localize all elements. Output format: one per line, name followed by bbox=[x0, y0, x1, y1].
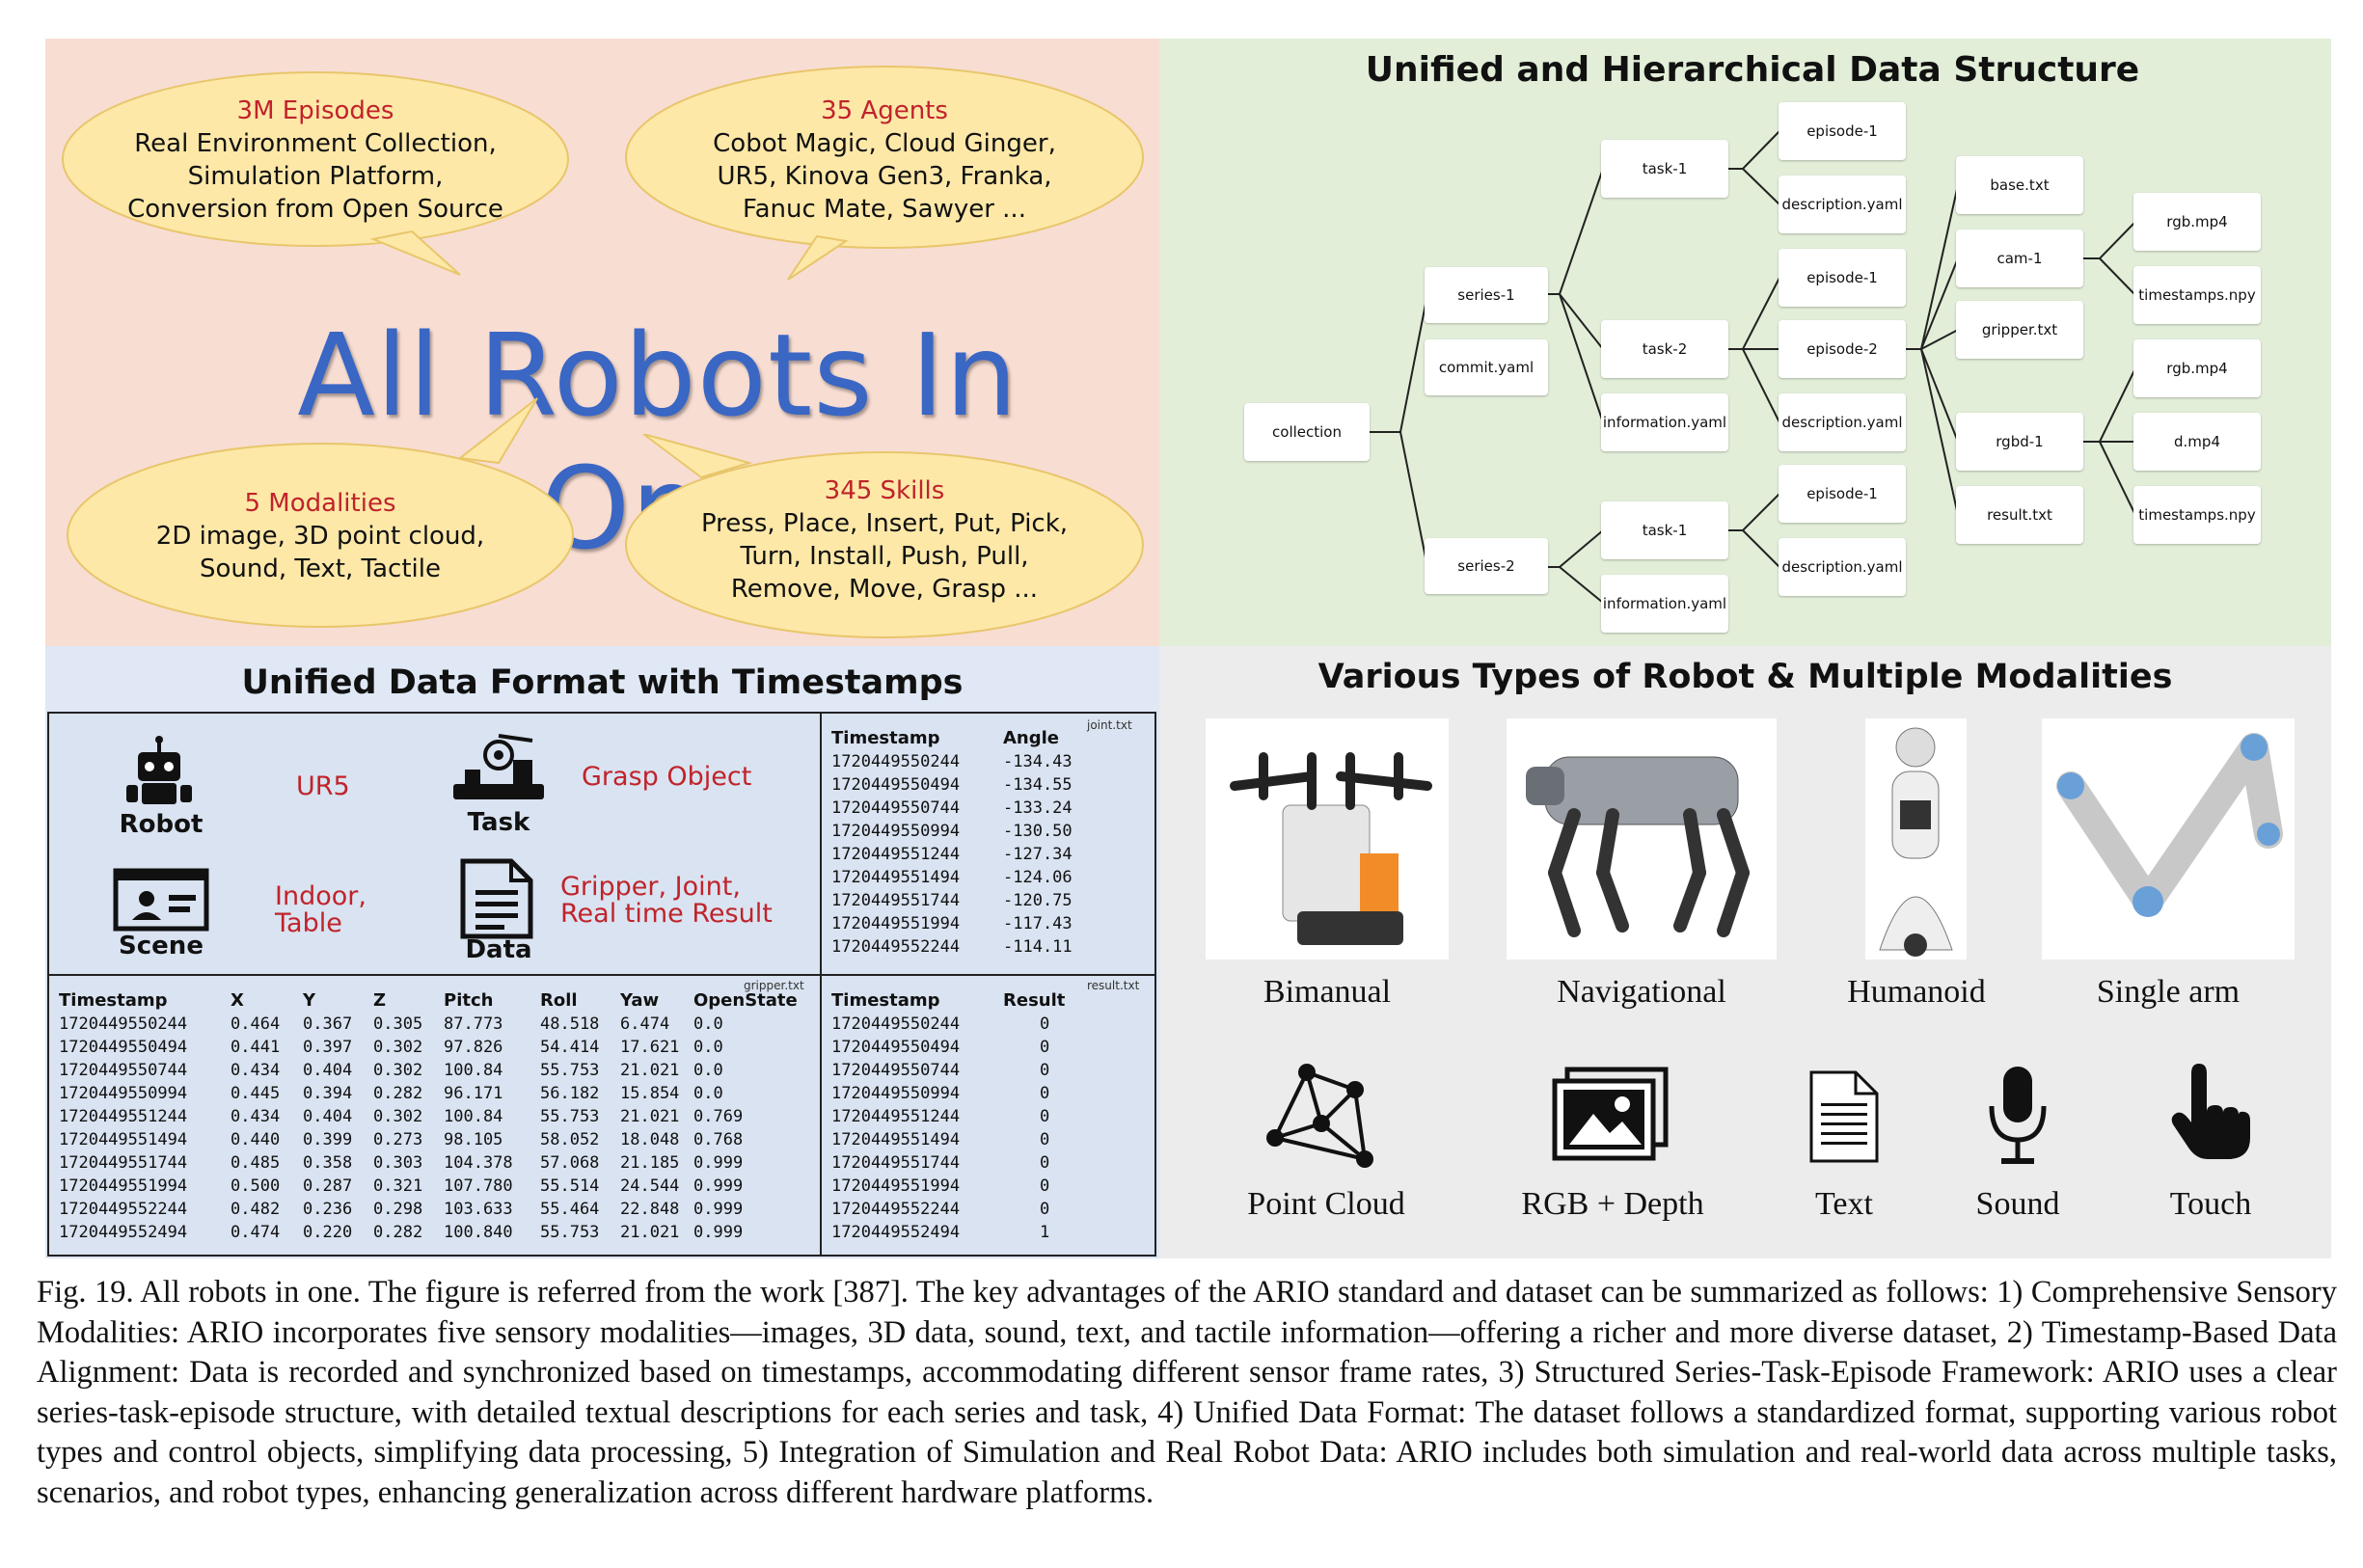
table-cell: 0.482 bbox=[231, 1200, 281, 1219]
joint-table bbox=[831, 725, 1109, 959]
table-cell: 55.753 bbox=[540, 1223, 600, 1242]
bubble-title: 345 Skills bbox=[824, 476, 945, 505]
table-cell: 1 bbox=[1040, 1223, 1050, 1242]
table-row bbox=[831, 912, 1109, 935]
bubble-line: Sound, Text, Tactile bbox=[200, 554, 441, 583]
table-cell: 1720449551244 bbox=[831, 845, 961, 864]
types-title: Various Types of Robot & Multiple Modalities bbox=[1317, 658, 2173, 696]
node-episode-1: episode-1 bbox=[1779, 249, 1906, 307]
table-cell: 22.848 bbox=[620, 1200, 680, 1219]
table-row bbox=[59, 1013, 804, 1036]
structure-title: Unified and Hierarchical Data Structure bbox=[1365, 50, 2140, 90]
table-cell: 1720449550744 bbox=[831, 798, 961, 818]
node-series-2: series-2 bbox=[1425, 538, 1548, 594]
table-cell: 0.445 bbox=[231, 1084, 281, 1103]
table-cell: 0 bbox=[1040, 1200, 1050, 1219]
table-cell: 1720449551744 bbox=[59, 1153, 188, 1173]
robot-value: UR5 bbox=[296, 771, 350, 801]
divider bbox=[820, 712, 822, 1257]
table-cell: -114.11 bbox=[1003, 937, 1073, 957]
data-label: Data bbox=[465, 935, 532, 964]
modality-label: Sound bbox=[1975, 1186, 2060, 1222]
modality-label: Text bbox=[1815, 1186, 1873, 1222]
table-cell: -130.50 bbox=[1003, 822, 1073, 841]
table-row bbox=[831, 1151, 1146, 1175]
table-cell: 0 bbox=[1040, 1153, 1050, 1173]
node-rgb-mp4: rgb.mp4 bbox=[2133, 193, 2261, 251]
table-cell: 1720449551244 bbox=[831, 1107, 961, 1126]
table-cell: 1720449551994 bbox=[831, 914, 961, 933]
table-cell: 0 bbox=[1040, 1130, 1050, 1149]
table-row bbox=[831, 1175, 1146, 1198]
table-cell: 0.500 bbox=[231, 1176, 281, 1196]
table-header-row bbox=[831, 987, 1146, 1013]
table-cell: 57.068 bbox=[540, 1153, 600, 1173]
table-cell: 107.780 bbox=[444, 1176, 513, 1196]
table-cell: 0.474 bbox=[231, 1223, 281, 1242]
table-cell: 0.287 bbox=[303, 1176, 353, 1196]
column-header: X bbox=[231, 989, 244, 1011]
table-cell: 0.305 bbox=[373, 1014, 423, 1034]
table-row bbox=[831, 1221, 1146, 1244]
table-cell: 1720449552494 bbox=[59, 1223, 188, 1242]
node-base-txt: base.txt bbox=[1956, 156, 2083, 214]
bubble-line: Real Environment Collection, bbox=[134, 129, 497, 158]
point-cloud-icon bbox=[1263, 1061, 1379, 1172]
bubble-line: Simulation Platform, bbox=[187, 162, 444, 191]
table-row bbox=[831, 889, 1109, 912]
microphone-icon bbox=[1984, 1063, 2051, 1169]
table-row bbox=[59, 1221, 804, 1244]
node-episode-1: episode-1 bbox=[1779, 102, 1906, 160]
table-cell: 54.414 bbox=[540, 1038, 600, 1057]
result-table bbox=[831, 987, 1146, 1244]
task-label: Task bbox=[467, 808, 530, 837]
table-cell: 0.236 bbox=[303, 1200, 353, 1219]
table-row bbox=[59, 1175, 804, 1198]
table-cell: 1720449550494 bbox=[831, 775, 961, 795]
table-cell: 0.999 bbox=[693, 1153, 744, 1173]
table-cell: 1720449550494 bbox=[59, 1038, 188, 1057]
table-cell: 0.367 bbox=[303, 1014, 353, 1034]
table-cell: 18.048 bbox=[620, 1130, 680, 1149]
robot-types-panel bbox=[1159, 646, 2331, 1258]
table-cell: 0.282 bbox=[373, 1084, 423, 1103]
table-cell: 0.999 bbox=[693, 1176, 744, 1196]
humanoid-robot-image bbox=[1865, 718, 1967, 960]
table-cell: 98.105 bbox=[444, 1130, 503, 1149]
single-arm-robot-image bbox=[2042, 718, 2295, 960]
table-cell: 0.282 bbox=[373, 1223, 423, 1242]
node-information-yaml: information.yaml bbox=[1601, 575, 1728, 633]
table-cell: 0 bbox=[1040, 1176, 1050, 1196]
ario-overview-panel bbox=[45, 39, 1159, 646]
table-row bbox=[59, 1059, 804, 1082]
node-commit-yaml: commit.yaml bbox=[1425, 339, 1548, 395]
table-row bbox=[59, 1198, 804, 1221]
node-d-mp4: d.mp4 bbox=[2133, 413, 2261, 471]
node-description-yaml: description.yaml bbox=[1779, 393, 1906, 451]
bubble-line: Press, Place, Insert, Put, Pick, bbox=[700, 509, 1069, 538]
table-cell: 1720449550994 bbox=[831, 822, 961, 841]
table-row bbox=[831, 797, 1109, 820]
table-cell: 1720449550494 bbox=[831, 1038, 961, 1057]
robot-type-label: Bimanual bbox=[1263, 974, 1392, 1010]
table-cell: 1720449551494 bbox=[831, 868, 961, 887]
bubble-skills bbox=[605, 434, 1145, 646]
node-task-2: task-2 bbox=[1601, 320, 1728, 378]
table-cell: 0.302 bbox=[373, 1038, 423, 1057]
column-header: Z bbox=[373, 989, 387, 1011]
table-row bbox=[831, 1198, 1146, 1221]
column-header: OpenState bbox=[693, 989, 798, 1011]
table-cell: 1720449550244 bbox=[831, 752, 961, 771]
table-row bbox=[59, 1105, 804, 1128]
table-cell: 0 bbox=[1040, 1061, 1050, 1080]
figure-caption: Fig. 19. All robots in one. The figure is referred from the work [387]. The key advantages of the ARIO standard and dataset can be summarized as follows: 1) Comprehensive Sensory Modalities: ARIO incorporates five sensory modalities—images, 3D data, sound, text, and tactile information—offering a richer and more diverse dataset, 2) Timestamp-Based Data Alignment: Data is recorded and synchronized based on timestamps, accommodating different sensor frame rates, 3) Structured Series-Task-Episode Framework: ARIO uses a clear series-task-episode structure, with detailed textual descriptions for each series and task, 4) Unified Data Format: The dataset follows a standardized format, supporting various robot types and control objects, simplifying data processing, 5) Integration of Simulation and Real Robot Data: ARIO includes both simulation and real-world data across multiple tasks, scenarios, and robot types, enhancing generalization across different hardware platforms. bbox=[37, 1275, 2337, 1510]
table-cell: 0.298 bbox=[373, 1200, 423, 1219]
table-cell: 1720449550244 bbox=[831, 1014, 961, 1034]
table-cell: 0.394 bbox=[303, 1084, 353, 1103]
table-cell: 17.621 bbox=[620, 1038, 680, 1057]
table-cell: 0.302 bbox=[373, 1061, 423, 1080]
data-structure-panel bbox=[1159, 39, 2331, 646]
table-cell: -127.34 bbox=[1003, 845, 1073, 864]
scene-value bbox=[275, 883, 367, 937]
table-cell: 48.518 bbox=[540, 1014, 600, 1034]
table-cell: 0.404 bbox=[303, 1061, 353, 1080]
table-header-row bbox=[59, 987, 804, 1013]
navigational-robot-image bbox=[1507, 718, 1777, 960]
table-cell: 56.182 bbox=[540, 1084, 600, 1103]
table-row bbox=[831, 773, 1109, 797]
robot-icon bbox=[121, 735, 198, 812]
node-gripper-txt: gripper.txt bbox=[1956, 301, 2083, 359]
table-cell: 55.753 bbox=[540, 1061, 600, 1080]
column-header: Angle bbox=[1003, 727, 1060, 748]
table-cell: 0.0 bbox=[693, 1038, 723, 1057]
node-information-yaml: information.yaml bbox=[1601, 393, 1728, 451]
table-cell: 100.84 bbox=[444, 1061, 503, 1080]
robot-type-label: Humanoid bbox=[1847, 974, 1986, 1010]
table-cell: 0.485 bbox=[231, 1153, 281, 1173]
table-row bbox=[831, 820, 1109, 843]
node-episode-2: episode-2 bbox=[1779, 320, 1906, 378]
table-cell: 1720449550744 bbox=[831, 1061, 961, 1080]
table-cell: 1720449551744 bbox=[831, 1153, 961, 1173]
table-row bbox=[831, 1128, 1146, 1151]
table-row bbox=[831, 1013, 1146, 1036]
robot-type-label: Navigational bbox=[1557, 974, 1726, 1010]
task-icon bbox=[446, 731, 552, 808]
table-cell: 0.768 bbox=[693, 1130, 744, 1149]
table-cell: -124.06 bbox=[1003, 868, 1073, 887]
table-cell: 1720449552244 bbox=[831, 937, 961, 957]
column-header: Roll bbox=[540, 989, 578, 1011]
bubble-line: Conversion from Open Source bbox=[127, 195, 503, 224]
table-cell: 1720449552244 bbox=[831, 1200, 961, 1219]
table-cell: 0.441 bbox=[231, 1038, 281, 1057]
table-cell: 0.0 bbox=[693, 1084, 723, 1103]
table-cell: 0.302 bbox=[373, 1107, 423, 1126]
table-cell: 0.999 bbox=[693, 1200, 744, 1219]
table-cell: -120.75 bbox=[1003, 891, 1073, 910]
table-cell: 0.440 bbox=[231, 1130, 281, 1149]
result-file-name: result.txt bbox=[1087, 979, 1140, 992]
table-cell: 97.826 bbox=[444, 1038, 503, 1057]
format-title: Unified Data Format with Timestamps bbox=[241, 663, 964, 702]
table-cell: 96.171 bbox=[444, 1084, 503, 1103]
robot-label: Robot bbox=[119, 810, 204, 839]
table-row bbox=[831, 750, 1109, 773]
table-row bbox=[831, 1105, 1146, 1128]
table-row bbox=[831, 866, 1109, 889]
table-cell: 1720449551494 bbox=[59, 1130, 188, 1149]
robot-type-label: Single arm bbox=[2096, 974, 2241, 1010]
node-cam-1: cam-1 bbox=[1956, 230, 2083, 287]
table-cell: -117.43 bbox=[1003, 914, 1073, 933]
table-cell: 15.854 bbox=[620, 1084, 680, 1103]
all-robots-in-one-title: All Robots In bbox=[297, 309, 1019, 442]
table-cell: 55.464 bbox=[540, 1200, 600, 1219]
scene-icon bbox=[113, 868, 209, 932]
table-cell: 0.434 bbox=[231, 1061, 281, 1080]
column-header: Timestamp bbox=[831, 989, 940, 1011]
table-cell: 0 bbox=[1040, 1014, 1050, 1034]
data-value-line: Real time Result bbox=[560, 899, 773, 929]
node-description-yaml: description.yaml bbox=[1779, 176, 1906, 233]
table-cell: 55.753 bbox=[540, 1107, 600, 1126]
table-cell: 103.633 bbox=[444, 1200, 513, 1219]
table-cell: 0.321 bbox=[373, 1176, 423, 1196]
bubble-line: UR5, Kinova Gen3, Franka, bbox=[717, 162, 1052, 191]
data-file-icon bbox=[458, 856, 535, 941]
table-cell: 55.514 bbox=[540, 1176, 600, 1196]
table-row bbox=[59, 1151, 804, 1175]
table-row bbox=[59, 1036, 804, 1059]
table-cell: -134.43 bbox=[1003, 752, 1073, 771]
pointing-hand-icon bbox=[2167, 1059, 2254, 1165]
bimanual-robot-image bbox=[1206, 718, 1449, 960]
table-cell: 0.399 bbox=[303, 1130, 353, 1149]
column-header: Yaw bbox=[620, 989, 660, 1011]
table-cell: 1720449550994 bbox=[59, 1084, 188, 1103]
table-cell: -133.24 bbox=[1003, 798, 1073, 818]
table-row bbox=[59, 1128, 804, 1151]
task-value: Grasp Object bbox=[582, 762, 752, 792]
table-cell: 1720449550994 bbox=[831, 1084, 961, 1103]
scene-value-line: Table bbox=[275, 908, 342, 938]
table-cell: 0.220 bbox=[303, 1223, 353, 1242]
bubble-line: Cobot Magic, Cloud Ginger, bbox=[713, 129, 1056, 158]
table-cell: 87.773 bbox=[444, 1014, 503, 1034]
table-row bbox=[831, 1059, 1146, 1082]
table-cell: 0.397 bbox=[303, 1038, 353, 1057]
table-header-row bbox=[831, 725, 1109, 750]
table-cell: 1720449551994 bbox=[831, 1176, 961, 1196]
table-cell: 0 bbox=[1040, 1084, 1050, 1103]
node-task-1: task-1 bbox=[1601, 140, 1728, 198]
table-cell: 6.474 bbox=[620, 1014, 670, 1034]
table-cell: 1720449552244 bbox=[59, 1200, 188, 1219]
bubble-agents bbox=[605, 53, 1145, 284]
image-stack-icon bbox=[1550, 1066, 1670, 1162]
scene-label: Scene bbox=[119, 932, 204, 960]
node-episode-1: episode-1 bbox=[1779, 465, 1906, 523]
node-collection: collection bbox=[1244, 403, 1370, 461]
node-timestamps-npy: timestamps.npy bbox=[2133, 266, 2261, 324]
node-timestamps-npy: timestamps.npy bbox=[2133, 486, 2261, 544]
table-cell: 0.434 bbox=[231, 1107, 281, 1126]
column-header: Timestamp bbox=[59, 989, 168, 1011]
table-row bbox=[831, 843, 1109, 866]
table-cell: 21.185 bbox=[620, 1153, 680, 1173]
bubble-line: Remove, Move, Grasp ... bbox=[730, 575, 1039, 604]
column-header: Pitch bbox=[444, 989, 494, 1011]
table-cell: 0.358 bbox=[303, 1153, 353, 1173]
table-cell: 0.769 bbox=[693, 1107, 744, 1126]
bubble-title: 5 Modalities bbox=[244, 489, 396, 518]
bubble-line: Turn, Install, Push, Pull, bbox=[740, 542, 1029, 571]
table-cell: 21.021 bbox=[620, 1223, 680, 1242]
node-rgb-mp4: rgb.mp4 bbox=[2133, 339, 2261, 397]
table-row bbox=[59, 1082, 804, 1105]
column-header: Result bbox=[1003, 989, 1066, 1011]
table-cell: 1720449552494 bbox=[831, 1223, 961, 1242]
modality-label: RGB + Depth bbox=[1521, 1186, 1704, 1222]
table-cell: 1720449550744 bbox=[59, 1061, 188, 1080]
node-description-yaml: description.yaml bbox=[1779, 538, 1906, 596]
bubble-title: 3M Episodes bbox=[236, 96, 394, 125]
table-cell: 104.378 bbox=[444, 1153, 513, 1173]
table-cell: 0.999 bbox=[693, 1223, 744, 1242]
bubble-modalities bbox=[55, 391, 595, 632]
node-result-txt: result.txt bbox=[1956, 486, 2083, 544]
table-row bbox=[831, 935, 1109, 959]
table-cell: 0.404 bbox=[303, 1107, 353, 1126]
data-value-line: Gripper, Joint, bbox=[560, 872, 741, 902]
divider bbox=[47, 974, 1156, 976]
modality-label: Point Cloud bbox=[1247, 1186, 1405, 1222]
table-cell: 21.021 bbox=[620, 1061, 680, 1080]
table-row bbox=[831, 1036, 1146, 1059]
table-cell: -134.55 bbox=[1003, 775, 1073, 795]
data-format-panel bbox=[45, 646, 1159, 1258]
table-cell: 1720449551744 bbox=[831, 891, 961, 910]
table-cell: 24.544 bbox=[620, 1176, 680, 1196]
modality-label: Touch bbox=[2169, 1186, 2252, 1222]
column-header: Y bbox=[303, 989, 316, 1011]
bubble-line: Fanuc Mate, Sawyer ... bbox=[743, 195, 1026, 224]
table-cell: 1720449550244 bbox=[59, 1014, 188, 1034]
table-cell: 21.021 bbox=[620, 1107, 680, 1126]
table-cell: 1720449551494 bbox=[831, 1130, 961, 1149]
node-series-1: series-1 bbox=[1425, 267, 1548, 323]
table-cell: 100.840 bbox=[444, 1223, 513, 1242]
bubble-title: 35 Agents bbox=[821, 96, 948, 125]
bubble-episodes bbox=[55, 58, 595, 280]
table-row bbox=[831, 1082, 1146, 1105]
node-rgbd-1: rgbd-1 bbox=[1956, 413, 2083, 471]
bubble-line: 2D image, 3D point cloud, bbox=[155, 522, 485, 551]
table-cell: 0.303 bbox=[373, 1153, 423, 1173]
table-cell: 0.273 bbox=[373, 1130, 423, 1149]
joint-file-name: joint.txt bbox=[1087, 718, 1132, 732]
table-cell: 100.84 bbox=[444, 1107, 503, 1126]
table-cell: 0.464 bbox=[231, 1014, 281, 1034]
data-value bbox=[560, 874, 773, 928]
table-cell: 1720449551994 bbox=[59, 1176, 188, 1196]
gripper-file-name: gripper.txt bbox=[744, 979, 804, 992]
gripper-table bbox=[59, 987, 804, 1244]
table-cell: 0.0 bbox=[693, 1061, 723, 1080]
table-cell: 0 bbox=[1040, 1107, 1050, 1126]
node-task-1: task-1 bbox=[1601, 501, 1728, 559]
table-cell: 0 bbox=[1040, 1038, 1050, 1057]
column-header: Timestamp bbox=[831, 727, 940, 748]
table-cell: 0.0 bbox=[693, 1014, 723, 1034]
scene-value-line: Indoor, bbox=[275, 881, 367, 911]
table-cell: 58.052 bbox=[540, 1130, 600, 1149]
table-cell: 1720449551244 bbox=[59, 1107, 188, 1126]
document-icon bbox=[1807, 1068, 1881, 1165]
